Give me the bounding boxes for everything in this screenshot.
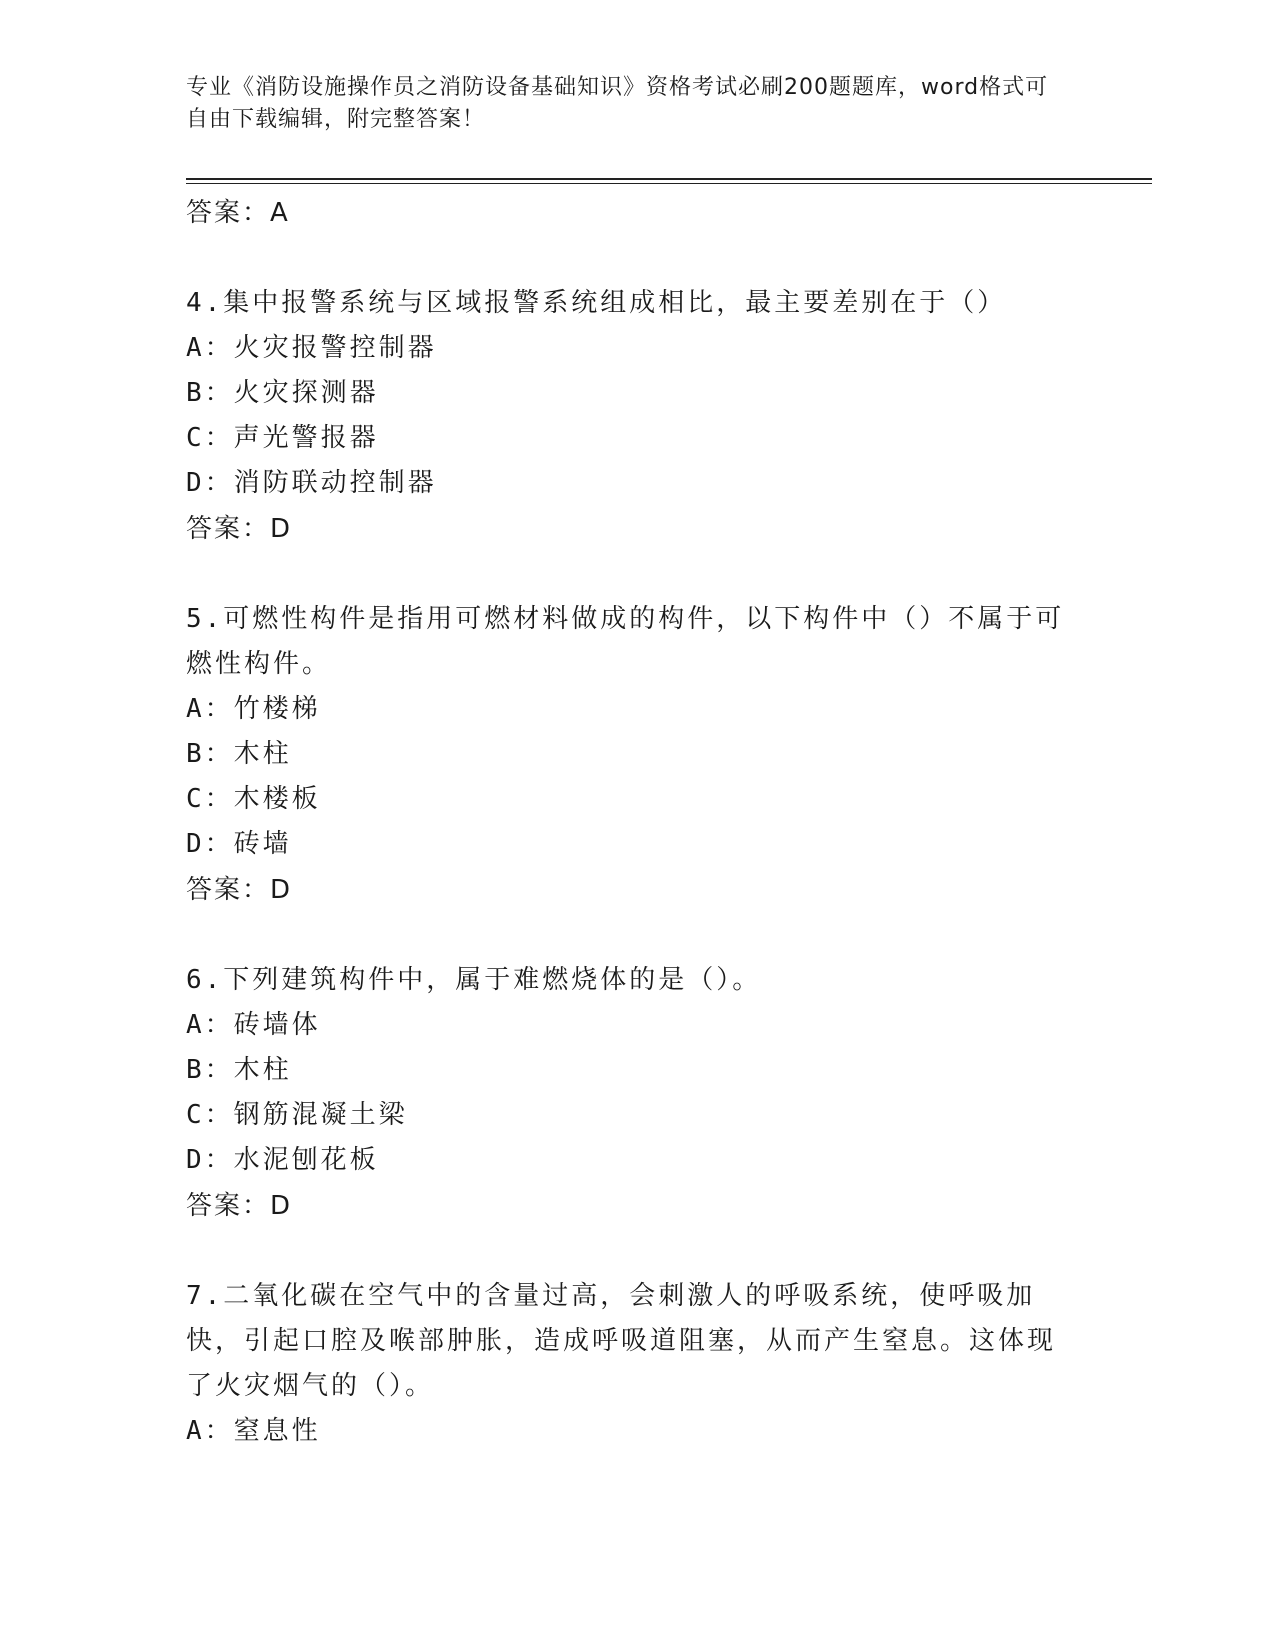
option-a: A：火灾报警控制器 (186, 333, 437, 363)
option-c: C：钢筋混凝土梁 (186, 1100, 408, 1130)
option-a: A：竹楼梯 (186, 694, 321, 724)
answer-line: 答案：A (186, 198, 290, 228)
option-a: A：砖墙体 (186, 1010, 321, 1040)
question-stem: 5.可燃性构件是指用可燃材料做成的构件，以下构件中（）不属于可燃性构件。 (186, 604, 1065, 679)
question-stem: 4.集中报警系统与区域报警系统组成相比，最主要差别在于（） (186, 288, 1007, 318)
question-5 (186, 597, 1066, 913)
option-b: B：火灾探测器 (186, 378, 379, 408)
question-6 (186, 958, 1066, 1229)
option-d: D：水泥刨花板 (186, 1145, 379, 1175)
answer-line: 答案：D (186, 514, 293, 544)
question-7 (186, 1274, 1066, 1454)
option-a: A：窒息性 (186, 1416, 321, 1446)
question-list (186, 190, 1066, 1499)
answer-line: 答案：D (186, 875, 293, 905)
option-c: C：木楼板 (186, 784, 321, 814)
question-stem: 6.下列建筑构件中，属于难燃烧体的是（）。 (186, 965, 762, 995)
header-divider-thin (186, 183, 1152, 184)
option-d: D：砖墙 (186, 829, 292, 859)
header-divider-thick (186, 178, 1152, 180)
answer-line: 答案：D (186, 1191, 293, 1221)
question-stem: 7.二氧化碳在空气中的含量过高，会刺激人的呼吸系统，使呼吸加快，引起口腔及喉部肿胀，造成呼吸道阻塞，从而产生窒息。这体现了火灾烟气的（）。 (186, 1281, 1057, 1401)
document-header: 专业《消防设施操作员之消防设备基础知识》资格考试必刷200题题库，word格式可自由下载编辑，附完整答案！ (186, 75, 1049, 132)
question-4 (186, 281, 1066, 552)
option-c: C：声光警报器 (186, 423, 379, 453)
option-b: B：木柱 (186, 1055, 292, 1085)
option-d: D：消防联动控制器 (186, 468, 437, 498)
option-b: B：木柱 (186, 739, 292, 769)
